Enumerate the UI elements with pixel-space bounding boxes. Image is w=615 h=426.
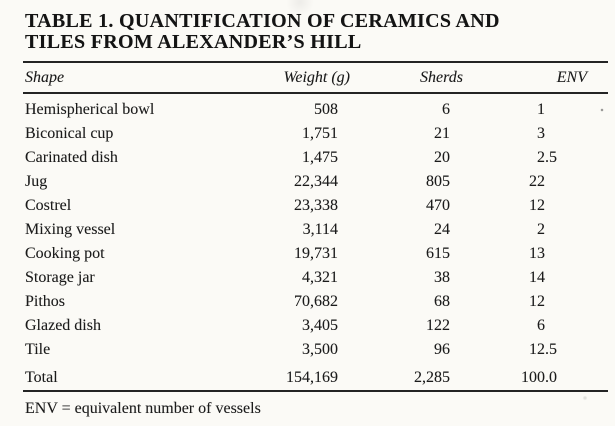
table-row-cooking-pot: [23, 242, 608, 266]
cell-shape: Jug: [25, 173, 48, 190]
quantification-table: [23, 61, 608, 392]
cell-sherds: 38: [434, 269, 450, 286]
cell-shape: Costrel: [25, 197, 72, 214]
cell-env: 12.5: [529, 341, 557, 358]
cell-sherds: 20: [434, 149, 450, 166]
cell-total-weight: 154,169: [286, 369, 338, 386]
cell-weight: 19,731: [294, 245, 338, 262]
cell-weight: 4,321: [302, 269, 338, 286]
cell-env: 22: [529, 173, 545, 190]
cell-sherds: 96: [434, 341, 450, 358]
cell-shape: Tile: [25, 341, 51, 358]
cell-weight: 1,475: [302, 149, 338, 166]
cell-total-sherds: 2,285: [414, 369, 450, 386]
cell-sherds: 805: [426, 173, 450, 190]
column-header-sherds: Sherds: [420, 69, 463, 86]
cell-weight: 1,751: [302, 125, 338, 142]
cell-weight: 508: [314, 101, 338, 118]
table-row-storage-jar: [23, 266, 608, 290]
cell-env: 13: [529, 245, 545, 262]
table-row-carinated-dish: [23, 146, 608, 170]
table-total-row: [23, 365, 608, 390]
cell-env: 12: [529, 293, 545, 310]
cell-env: 14: [529, 269, 545, 286]
cell-shape: Hemispherical bowl: [25, 101, 155, 118]
cell-shape: Carinated dish: [25, 149, 118, 166]
cell-env: 3: [537, 125, 545, 142]
table-header-row: [23, 61, 608, 94]
cell-weight: 23,338: [294, 197, 338, 214]
cell-weight: 22,344: [294, 173, 338, 190]
table-title-line-2: TILES FROM ALEXANDER’S HILL: [25, 30, 362, 53]
table-title: [23, 11, 608, 52]
table-row-biconical-cup: [23, 122, 608, 146]
cell-env: 1: [537, 101, 545, 118]
table-row-hemispherical-bowl: [23, 98, 608, 122]
cell-weight: 3,405: [302, 317, 338, 334]
cell-weight: 3,500: [302, 341, 338, 358]
cell-sherds: 6: [442, 101, 450, 118]
cell-env: 6: [537, 317, 545, 334]
table-body: [23, 94, 608, 390]
table-row-mixing-vessel: [23, 218, 608, 242]
cell-weight: 3,114: [302, 221, 338, 238]
cell-sherds: 24: [434, 221, 450, 238]
table-row-tile: [23, 338, 608, 362]
cell-sherds: 122: [426, 317, 450, 334]
cell-shape: Cooking pot: [25, 245, 105, 262]
column-header-env: ENV: [556, 69, 587, 86]
column-header-shape: Shape: [25, 69, 65, 86]
cell-total-label: Total: [25, 369, 58, 386]
cell-sherds: 470: [426, 197, 450, 214]
cell-env: 12: [529, 197, 545, 214]
table-title-line-1: TABLE 1. QUANTIFICATION OF CERAMICS AND: [25, 10, 500, 32]
cell-shape: Mixing vessel: [25, 221, 116, 238]
table-row-glazed-dish: [23, 314, 608, 338]
cell-total-env: 100.0: [521, 369, 557, 386]
cell-sherds: 615: [426, 245, 450, 262]
cell-weight: 70,682: [294, 293, 338, 310]
column-header-weight: Weight (g): [283, 69, 350, 86]
table-row-costrel: [23, 194, 608, 218]
table-row-pithos: [23, 290, 608, 314]
cell-shape: Storage jar: [25, 269, 95, 286]
cell-env: 2.5: [537, 149, 557, 166]
cell-shape: Biconical cup: [25, 125, 114, 142]
table-footnote: ENV = equivalent number of vessels: [25, 400, 261, 417]
table-row-jug: [23, 170, 608, 194]
cell-env: 2: [537, 221, 545, 238]
cell-sherds: 21: [434, 125, 450, 142]
cell-shape: Glazed dish: [25, 317, 101, 334]
cell-shape: Pithos: [25, 293, 66, 310]
cell-sherds: 68: [434, 293, 450, 310]
